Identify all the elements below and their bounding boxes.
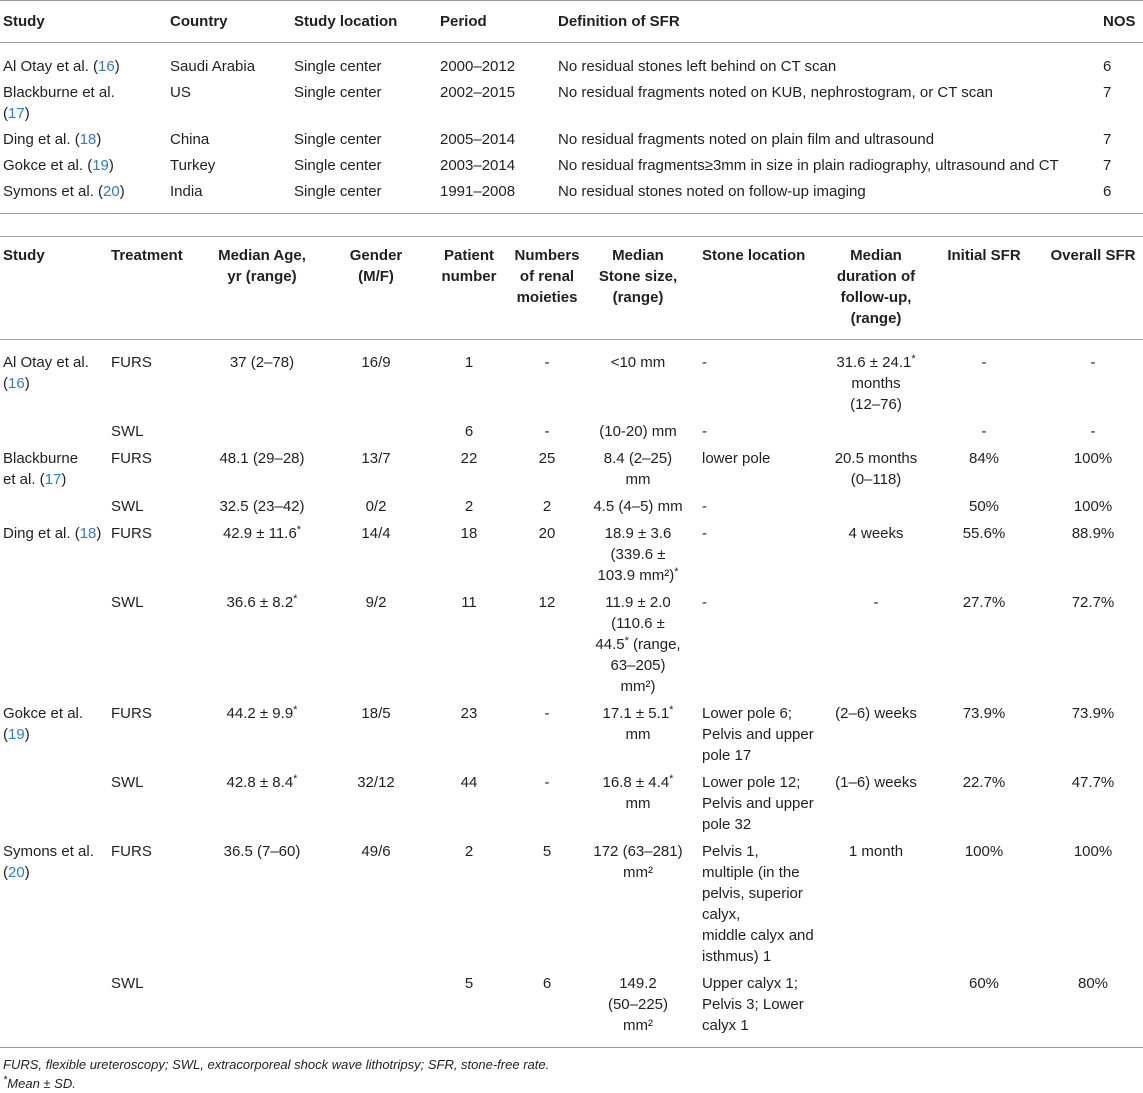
table-row	[0, 153, 1143, 179]
study-header: Study	[0, 1, 167, 43]
table-row	[0, 520, 1143, 589]
citation-link[interactable]: 20	[8, 864, 25, 881]
initial-sfr-cell: 60%	[925, 970, 1043, 1048]
asterisk-marker: *	[911, 353, 916, 365]
outcome-table	[0, 236, 1143, 1048]
citation-link[interactable]: 20	[103, 183, 120, 200]
header-row	[0, 1, 1143, 43]
initial-sfr-cell: 73.9%	[962, 705, 1006, 722]
sfr-definition-cell: No residual stones left behind on CT scan	[558, 58, 837, 75]
gender-header: Gender (M/F)	[323, 237, 429, 340]
country-cell: India	[167, 179, 291, 214]
overall-sfr-cell: -	[1090, 354, 1096, 371]
study-cell: Gokce et al. (19)	[3, 705, 84, 743]
table-row	[0, 127, 1143, 153]
stone-location-cell: Upper calyx 1; Pelvis 3; Lower calyx 1	[691, 970, 827, 1048]
stone-size-cell: <10 mm	[610, 354, 666, 371]
patient-number-cell: 44	[460, 774, 478, 791]
renal-moieties-cell: -	[544, 354, 550, 371]
period-cell: 2000–2012	[440, 58, 516, 75]
gender-cell: 32/12	[357, 774, 395, 791]
sfr-definition-header: Definition of SFR	[555, 1, 1100, 43]
study-cell	[0, 589, 108, 700]
treatment-cell: SWL	[108, 970, 201, 1048]
initial-sfr-cell: -	[981, 423, 987, 440]
patient-number-cell: 18	[460, 525, 478, 542]
period-cell: 1991–2008	[437, 179, 555, 214]
initial-sfr-cell: 27.7%	[962, 594, 1006, 611]
median-age-cell: 32.5 (23–42)	[219, 498, 305, 515]
follow-up-duration-cell: (2–6) weeks	[835, 705, 917, 722]
median-age-cell: 36.5 (7–60)	[223, 843, 301, 860]
asterisk-marker: *	[293, 704, 298, 716]
treatment-cell: FURS	[111, 354, 152, 371]
study-cell: Blackburne et al. (17)	[3, 450, 79, 488]
renal-moieties-cell: 25	[538, 450, 556, 467]
citation-link[interactable]: 16	[98, 58, 115, 75]
stone-location-cell: Lower pole 6; Pelvis and upper pole 17	[702, 705, 814, 764]
overall-sfr-cell: 73.9%	[1071, 705, 1115, 722]
gender-cell: 49/6	[361, 843, 391, 860]
study-cell	[0, 769, 108, 838]
follow-up-duration-cell	[827, 418, 925, 445]
stone-size-cell: 8.4 (2–25) mm	[603, 450, 673, 488]
initial-sfr-cell: 50%	[968, 498, 1000, 515]
header-row	[0, 237, 1143, 340]
asterisk-marker: *	[674, 566, 679, 578]
patient-number-cell: 11	[461, 594, 477, 611]
stone-location-cell: lower pole	[702, 450, 771, 467]
follow-up-duration-cell	[827, 970, 925, 1048]
renal-moieties-cell: -	[544, 774, 550, 791]
country-cell: US	[170, 84, 191, 101]
median-age-header: Median Age, yr (range)	[201, 237, 323, 340]
nos-cell: 7	[1103, 131, 1112, 148]
sfr-definition-cell: No residual stones noted on follow-up imaging	[555, 179, 1100, 214]
study-cell: Symons et al. (20)	[0, 179, 167, 214]
overall-sfr-cell: 88.9%	[1071, 525, 1115, 542]
treatment-cell: FURS	[111, 450, 152, 467]
median-age-cell: 42.9 ± 11.6*	[222, 524, 302, 542]
gender-cell: 16/9	[361, 354, 391, 371]
median-age-cell: 37 (2–78)	[229, 354, 295, 371]
treatment-cell: SWL	[111, 498, 144, 515]
sfr-definition-cell: No residual fragments≥3mm in size in plain radiography, ultrasound and CT	[558, 157, 1059, 174]
median-age-cell	[201, 418, 323, 445]
stone-location-cell: -	[702, 423, 707, 440]
patient-number-cell: 2	[464, 843, 474, 860]
asterisk-footnote: *Mean ± SD.	[3, 1074, 76, 1091]
initial-sfr-cell: 84%	[968, 450, 1000, 467]
follow-up-duration-cell: 1 month	[848, 843, 904, 860]
median-age-cell: 36.6 ± 8.2*	[226, 593, 298, 611]
initial-sfr-cell: 100%	[964, 843, 1004, 860]
follow-up-duration-cell: -	[873, 594, 879, 611]
study-cell: Gokce et al. (19)	[3, 157, 114, 174]
stone-location-cell: -	[702, 354, 707, 371]
study-location-cell: Single center	[291, 179, 437, 214]
patient-number-header: Patient number	[429, 237, 509, 340]
renal-moieties-cell: 2	[542, 498, 552, 515]
asterisk-marker: *	[3, 1074, 8, 1086]
initial-sfr-cell: -	[981, 354, 987, 371]
stone-size-cell: 172 (63–281) mm²	[593, 843, 683, 881]
gender-cell	[323, 970, 429, 1048]
renal-moieties-header: Numbers of renal moieties	[509, 237, 585, 340]
citation-link[interactable]: 18	[79, 131, 97, 148]
table-row	[0, 493, 1143, 520]
study-cell: Ding et al. (18)	[3, 131, 102, 148]
stone-size-cell: 4.5 (4–5) mm	[593, 498, 683, 515]
table-row	[0, 418, 1143, 445]
study-cell: Al Otay et al. (16)	[3, 58, 120, 75]
study-location-cell: Single center	[294, 84, 382, 101]
gender-cell: 18/5	[361, 705, 391, 722]
gender-cell: 0/2	[365, 498, 387, 515]
initial-sfr-cell: 22.7%	[962, 774, 1006, 791]
stone-size-cell: 17.1 ± 5.1* mm	[602, 704, 674, 743]
stone-location-header: Stone location	[691, 237, 827, 340]
period-cell: 2002–2015	[440, 84, 516, 101]
study-cell: Ding et al. (18)	[3, 525, 102, 542]
treatment-cell: FURS	[111, 843, 152, 860]
renal-moieties-cell: 6	[509, 970, 585, 1048]
study-cell: Blackburne et al. (17)	[3, 84, 115, 122]
follow-up-duration-cell: 31.6 ± 24.1* months (12–76)	[836, 353, 916, 413]
table-row	[0, 179, 1143, 214]
treatment-header: Treatment	[108, 237, 201, 340]
treatment-cell: SWL	[111, 774, 144, 791]
nos-cell: 6	[1100, 179, 1143, 214]
gender-cell: 14/4	[361, 525, 391, 542]
citation-link[interactable]: 19	[8, 726, 25, 743]
treatment-cell: SWL	[111, 423, 144, 440]
stone-size-cell: 16.8 ± 4.4* mm	[602, 773, 674, 812]
follow-up-duration-header: Median duration of follow-up, (range)	[827, 237, 925, 340]
renal-moieties-cell: 20	[538, 525, 556, 542]
citation-link[interactable]: 17	[8, 105, 25, 122]
asterisk-marker: *	[293, 593, 298, 605]
stone-size-cell: 149.2 (50–225) mm²	[585, 970, 691, 1048]
sfr-definition-cell: No residual fragments noted on KUB, nephrostogram, or CT scan	[558, 84, 993, 101]
renal-moieties-cell: -	[544, 705, 550, 722]
follow-up-duration-cell: 20.5 months (0–118)	[834, 450, 918, 488]
stone-size-header: Median Stone size, (range)	[585, 237, 691, 340]
patient-number-cell: 5	[429, 970, 509, 1048]
gender-cell: 9/2	[365, 594, 387, 611]
overall-sfr-cell: 100%	[1073, 843, 1113, 860]
country-header: Country	[167, 1, 291, 43]
study-location-cell: Single center	[294, 131, 382, 148]
stone-location-cell: Pelvis 1, multiple (in the pelvis, superior calyx, middle calyx and isthmus) 1	[702, 843, 814, 965]
overall-sfr-cell: 47.7%	[1071, 774, 1115, 791]
table-row	[0, 970, 1143, 1048]
stone-location-cell: -	[702, 525, 707, 542]
table-footnotes	[0, 1055, 1143, 1093]
nos-cell: 7	[1103, 157, 1112, 174]
study-cell: Al Otay et al. (16)	[3, 354, 89, 392]
patient-number-cell: 22	[460, 450, 478, 467]
renal-moieties-cell: -	[544, 423, 550, 440]
median-age-cell: 44.2 ± 9.9*	[226, 704, 298, 722]
table-row	[0, 700, 1143, 769]
nos-header: NOS	[1100, 1, 1143, 43]
study-cell: Symons et al. (20)	[3, 843, 94, 881]
table-row	[0, 838, 1143, 970]
citation-link[interactable]: 17	[44, 471, 62, 488]
overall-sfr-header: Overall SFR	[1043, 237, 1143, 340]
asterisk-marker: *	[293, 773, 298, 785]
stone-location-cell: Lower pole 12; Pelvis and upper pole 32	[702, 774, 814, 833]
study-cell	[0, 493, 108, 520]
table-row	[0, 340, 1143, 419]
citation-link[interactable]: 16	[8, 375, 25, 392]
period-header: Period	[437, 1, 555, 43]
sfr-definition-cell: No residual fragments noted on plain film and ultrasound	[558, 131, 935, 148]
follow-up-duration-cell: 4 weeks	[848, 525, 904, 542]
asterisk-marker: *	[669, 773, 674, 785]
median-age-cell: 42.8 ± 8.4*	[226, 773, 298, 791]
table-row	[0, 43, 1143, 81]
citation-link[interactable]: 18	[79, 525, 97, 542]
patient-number-cell: 23	[460, 705, 478, 722]
overall-sfr-cell: 80%	[1043, 970, 1143, 1048]
overall-sfr-cell: 72.7%	[1071, 594, 1115, 611]
median-age-cell: 48.1 (29–28)	[219, 450, 305, 467]
table-row	[0, 80, 1143, 127]
table-row	[0, 589, 1143, 700]
asterisk-marker: *	[669, 704, 674, 716]
overall-sfr-cell: 100%	[1073, 450, 1113, 467]
patient-number-cell: 1	[464, 354, 474, 371]
follow-up-duration-cell	[827, 493, 925, 520]
study-cell	[0, 970, 108, 1048]
renal-moieties-cell: 12	[538, 594, 556, 611]
median-age-cell	[201, 970, 323, 1048]
country-cell: Saudi Arabia	[170, 58, 256, 75]
overall-sfr-cell: 100%	[1073, 498, 1113, 515]
treatment-cell: SWL	[111, 594, 144, 611]
study-location-cell: Single center	[294, 58, 382, 75]
asterisk-marker: *	[296, 524, 302, 536]
asterisk-marker: *	[624, 635, 629, 647]
patient-number-cell: 2	[464, 498, 474, 515]
stone-location-cell: -	[702, 498, 707, 515]
period-cell: 2003–2014	[440, 157, 516, 174]
period-cell: 2005–2014	[440, 131, 516, 148]
follow-up-duration-cell: (1–6) weeks	[835, 774, 917, 791]
treatment-cell: FURS	[111, 705, 152, 722]
table-row	[0, 445, 1143, 493]
study-location-header: Study location	[291, 1, 437, 43]
study-cell	[0, 418, 108, 445]
study-header: Study	[0, 237, 108, 340]
table-row	[0, 769, 1143, 838]
country-cell: Turkey	[170, 157, 216, 174]
patient-number-cell: 6	[464, 423, 474, 440]
renal-moieties-cell: 5	[542, 843, 552, 860]
stone-size-cell: (10-20) mm	[599, 423, 677, 440]
treatment-cell: FURS	[111, 525, 152, 542]
gender-cell	[323, 418, 429, 445]
stone-size-cell: 11.9 ± 2.0 (110.6 ± 44.5* (range, 63–205) mm²)	[595, 594, 681, 695]
abbreviations-footnote: FURS, flexible ureteroscopy; SWL, extracorporeal shock wave lithotripsy; SFR, stone-free rate.	[3, 1057, 550, 1072]
nos-cell: 7	[1103, 84, 1112, 101]
gender-cell: 13/7	[361, 450, 391, 467]
study-table	[0, 0, 1143, 214]
stone-size-cell: 18.9 ± 3.6 (339.6 ± 103.9 mm²)*	[597, 525, 679, 584]
country-cell: China	[170, 131, 210, 148]
stone-location-cell: -	[702, 594, 707, 611]
study-location-cell: Single center	[294, 157, 382, 174]
citation-link[interactable]: 19	[92, 157, 109, 174]
nos-cell: 6	[1103, 58, 1112, 75]
overall-sfr-cell: -	[1090, 423, 1096, 440]
initial-sfr-header: Initial SFR	[925, 237, 1043, 340]
initial-sfr-cell: 55.6%	[962, 525, 1006, 542]
